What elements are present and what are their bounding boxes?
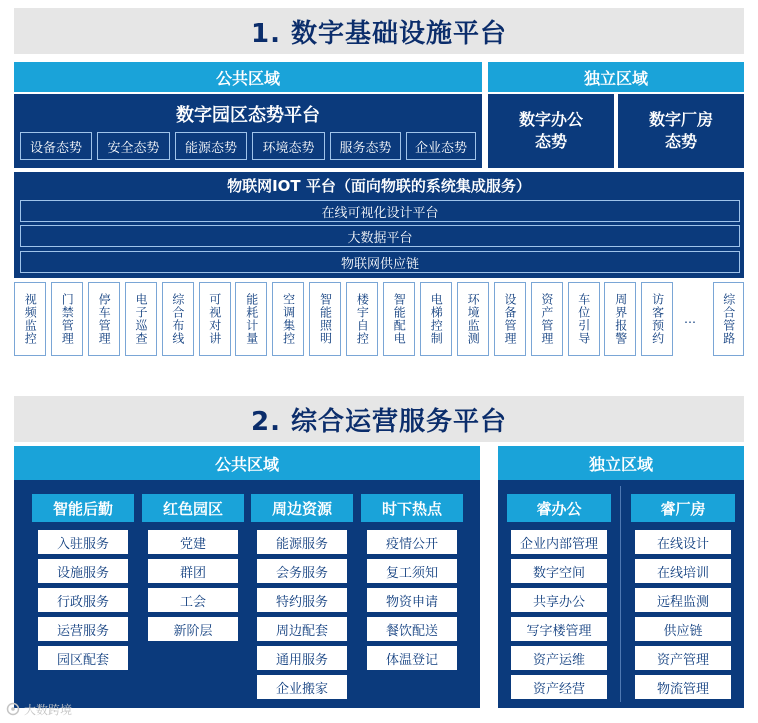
iot-layer-visual-design: 在线可视化设计平台	[20, 200, 740, 222]
independent-service-item: 资产经营	[511, 675, 607, 699]
subsystem-box	[604, 282, 636, 356]
s1-public-header: 公共区域	[14, 62, 482, 92]
subsystem-box	[88, 282, 120, 356]
independent-service-item: 在线培训	[635, 559, 731, 583]
service-item: 特约服务	[257, 588, 347, 612]
park-status-item: 能源态势	[175, 132, 247, 160]
service-item: 企业搬家	[257, 675, 347, 699]
subsystem-label: 停车管理	[97, 293, 112, 345]
subsystem-box	[125, 282, 157, 356]
service-item: 新阶层	[148, 617, 238, 641]
park-status-item: 安全态势	[97, 132, 170, 160]
service-category-header: 红色园区	[142, 494, 244, 522]
service-item: 复工须知	[367, 559, 457, 583]
independent-service-item: 共享办公	[511, 588, 607, 612]
subsystem-label: 资产管理	[539, 293, 554, 345]
subsystem-label: 综合布线	[170, 293, 185, 345]
service-item: 体温登记	[367, 646, 457, 670]
independent-category-header: 睿厂房	[631, 494, 735, 522]
independent-service-item: 写字楼管理	[511, 617, 607, 641]
subsystem-label: 门禁管理	[60, 293, 75, 345]
independent-service-item: 供应链	[635, 617, 731, 641]
subsystem-ellipsis: …	[684, 312, 696, 326]
subsystem-box	[568, 282, 600, 356]
subsystem-label: 周界报警	[613, 293, 628, 345]
subsystem-label: 智能照明	[318, 293, 333, 345]
service-item: 疫情公开	[367, 530, 457, 554]
subsystem-label: 环境监测	[466, 293, 481, 345]
section1-title: 1. 数字基础设施平台	[14, 8, 744, 54]
park-status-item: 服务态势	[330, 132, 401, 160]
subsystem-label: 电子巡查	[133, 293, 148, 345]
service-item: 工会	[148, 588, 238, 612]
subsystem-box	[531, 282, 563, 356]
subsystem-box	[235, 282, 267, 356]
service-item: 餐饮配送	[367, 617, 457, 641]
service-item: 入驻服务	[38, 530, 128, 554]
service-item: 会务服务	[257, 559, 347, 583]
service-category-header: 周边资源	[251, 494, 353, 522]
iot-layer-big-data: 大数据平台	[20, 225, 740, 247]
subsystem-label: 视频监控	[23, 293, 38, 345]
subsystem-box	[199, 282, 231, 356]
independent-service-item: 资产运维	[511, 646, 607, 670]
iot-title: 物联网IOT 平台（面向物联的系统集成服务）	[227, 176, 531, 195]
subsystem-box	[457, 282, 489, 356]
subsystem-label: 楼宇自控	[355, 293, 370, 345]
service-item: 运营服务	[38, 617, 128, 641]
subsystem-box	[272, 282, 304, 356]
park-status-item: 环境态势	[252, 132, 325, 160]
service-item: 物资申请	[367, 588, 457, 612]
subsystem-box	[14, 282, 46, 356]
subsystem-label: 车位引导	[576, 293, 591, 345]
digital-factory-title: 数字厂房 态势	[648, 109, 713, 151]
subsystem-box	[494, 282, 526, 356]
section2-title: 2. 综合运营服务平台	[14, 396, 744, 442]
subsystem-label: 空调集控	[281, 293, 296, 345]
subsystem-label: 设备管理	[502, 293, 517, 345]
independent-service-item: 资产管理	[635, 646, 731, 670]
subsystem-label: 综合管路	[721, 293, 736, 345]
digital-office-title: 数字办公 态势	[518, 109, 583, 151]
subsystem-box	[309, 282, 341, 356]
subsystem-box	[51, 282, 83, 356]
service-item: 设施服务	[38, 559, 128, 583]
independent-divider	[620, 486, 621, 702]
s2-independent-header: 独立区域	[498, 446, 744, 480]
service-item: 通用服务	[257, 646, 347, 670]
independent-service-item: 企业内部管理	[511, 530, 607, 554]
service-item: 周边配套	[257, 617, 347, 641]
independent-service-item: 数字空间	[511, 559, 607, 583]
service-category-header: 智能后勤	[32, 494, 134, 522]
s1-independent-header: 独立区域	[488, 62, 744, 92]
service-category-header: 时下热点	[361, 494, 463, 522]
independent-service-item: 在线设计	[635, 530, 731, 554]
service-item: 群团	[148, 559, 238, 583]
independent-service-item: 远程监测	[635, 588, 731, 612]
service-item: 党建	[148, 530, 238, 554]
subsystem-label: 智能配电	[392, 293, 407, 345]
subsystem-label: 能耗计量	[244, 293, 259, 345]
s2-public-header: 公共区域	[14, 446, 480, 480]
independent-service-item: 物流管理	[635, 675, 731, 699]
subsystem-box	[641, 282, 673, 356]
service-item: 园区配套	[38, 646, 128, 670]
iot-layer-supply-chain: 物联网供应链	[20, 251, 740, 273]
subsystem-box	[162, 282, 194, 356]
park-status-item: 企业态势	[406, 132, 476, 160]
watermark-logo-icon	[6, 702, 20, 716]
service-item: 行政服务	[38, 588, 128, 612]
subsystem-box	[420, 282, 452, 356]
watermark	[6, 700, 146, 718]
watermark-text: 大数跨境	[24, 702, 73, 717]
park-platform-title: 数字园区态势平台	[176, 105, 320, 126]
subsystem-box	[346, 282, 378, 356]
independent-category-header: 睿办公	[507, 494, 611, 522]
park-status-item: 设备态势	[20, 132, 92, 160]
subsystem-box	[383, 282, 415, 356]
subsystem-label: 可视对讲	[207, 293, 222, 345]
subsystem-last	[713, 282, 744, 356]
subsystem-label: 电梯控制	[429, 293, 444, 345]
service-item: 能源服务	[257, 530, 347, 554]
subsystem-label: 访客预约	[650, 293, 665, 345]
